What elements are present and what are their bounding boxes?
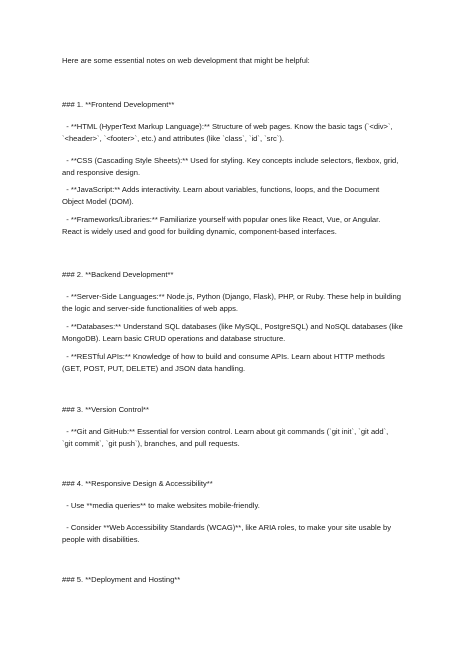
section-heading-frontend: ### 1. **Frontend Development** [62,100,175,109]
note-restful-apis-line1: - **RESTful APIs:** Knowledge of how to build and consume APIs. Learn about HTTP methods [62,352,385,361]
note-javascript-line2: Object Model (DOM). [62,197,134,206]
intro-text: Here are some essential notes on web development that might be helpful: [62,56,310,65]
note-wcag-line2: people with disabilities. [62,535,140,544]
note-media-queries: - Use **media queries** to make websites mobile-friendly. [62,501,260,510]
note-git-line1: - **Git and GitHub:** Essential for version control. Learn about git commands (`git init`, `git add`, [62,427,389,436]
note-server-languages-line1: - **Server-Side Languages:** Node.js, Python (Django, Flask), PHP, or Ruby. These help in building [62,292,401,301]
section-heading-responsive-design: ### 4. **Responsive Design & Accessibility** [62,479,213,488]
note-frameworks-line1: - **Frameworks/Libraries:** Familiarize yourself with popular ones like React, Vue, or Angular. [62,215,381,224]
section-heading-backend: ### 2. **Backend Development** [62,270,174,279]
note-frameworks-line2: React is widely used and good for building dynamic, component-based interfaces. [62,227,337,236]
note-restful-apis-line2: (GET, POST, PUT, DELETE) and JSON data handling. [62,364,246,373]
note-html-line1: - **HTML (HyperText Markup Language):** Structure of web pages. Know the basic tags (`<div>`, [62,122,393,131]
note-databases-line2: MongoDB). Learn basic CRUD operations and database structure. [62,334,286,343]
note-css-line1: - **CSS (Cascading Style Sheets):** Used for styling. Key concepts include selectors, flexbox, grid, [62,156,399,165]
note-wcag-line1: - Consider **Web Accessibility Standards (WCAG)**, like ARIA roles, to make your site usable by [62,523,392,532]
note-javascript-line1: - **JavaScript:** Adds interactivity. Learn about variables, functions, loops, and the Document [62,185,380,194]
section-heading-version-control: ### 3. **Version Control** [62,405,149,414]
note-css-line2: and responsive design. [62,168,141,177]
note-git-line2: `git commit`, `git push`), branches, and pull requests. [62,439,240,448]
note-server-languages-line2: the logic and server-side functionalities of web apps. [62,304,239,313]
section-heading-deployment: ### 5. **Deployment and Hosting** [62,575,181,584]
note-databases-line1: - **Databases:** Understand SQL databases (like MySQL, PostgreSQL) and NoSQL databases (like [62,322,403,331]
note-html-line2: `<header>`, `<footer>`, etc.) and attributes (like `class`, `id`, `src`). [62,134,284,143]
